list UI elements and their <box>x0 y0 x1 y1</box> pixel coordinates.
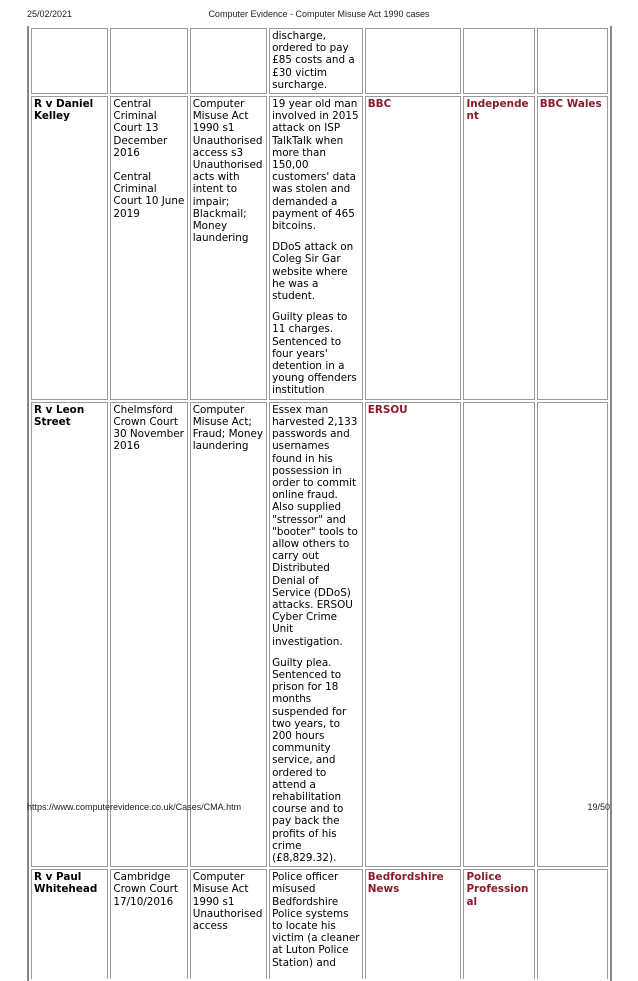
offence: Computer Misuse Act 1990 s1 Unauthorised access <box>190 869 267 979</box>
source-cell <box>537 869 608 979</box>
cases-table <box>27 26 612 981</box>
court-cell <box>110 402 187 868</box>
details-paragraph: Police officer misused Bedfordshire Police systems to locate his victim (a cleaner at Luton Police Station) and <box>272 871 360 969</box>
source-cell <box>463 28 534 94</box>
details-paragraph: Guilty pleas to 11 charges. Sentenced to four years' detention in a young offenders institution <box>272 311 357 397</box>
court-entry: Chelmsford Crown Court 30 November 2016 <box>113 403 184 453</box>
page-url[interactable]: https://www.computerevidence.co.uk/Cases/CMA.htm <box>27 802 242 812</box>
source-link-police-professional[interactable]: Police Professional <box>463 869 534 979</box>
source-link-bedfordshire-news[interactable]: Bedfordshire News <box>365 869 462 979</box>
details-cell <box>269 402 363 868</box>
source-cell <box>463 402 534 868</box>
source-link-bbc[interactable]: BBC <box>365 96 462 400</box>
source-link-independent[interactable]: Independent <box>463 96 534 400</box>
details-cell <box>269 96 363 400</box>
source-cell <box>365 28 462 94</box>
details-paragraph: discharge, ordered to pay £85 costs and a £30 victim surcharge. <box>272 30 355 91</box>
case-name: R v Leon Street <box>31 402 108 868</box>
details-paragraph: Essex man harvested 2,133 passwords and usernames found in his possession in order to commit online fraud. Also supplied "stressor" and "booter" tools to allow others to carry out Distributed Denial of Service (DDoS) attacks. ERSOU Cyber Crime Unit investigation. <box>272 403 358 648</box>
court-cell <box>110 96 187 400</box>
offence: Computer Misuse Act 1990 s1 Unauthorised access s3 Unauthorised acts with intent to impair; Blackmail; Money laundering <box>190 96 267 400</box>
source-link-ersou[interactable]: ERSOU <box>365 402 462 868</box>
table-row <box>31 96 608 400</box>
case-name-cell <box>31 28 108 94</box>
source-cell <box>537 28 608 94</box>
court-cell <box>110 28 187 94</box>
court-entry: Central Criminal Court 13 December 2016 <box>113 98 168 159</box>
details-paragraph: 19 year old man involved in 2015 attack on ISP TalkTalk when more than 150,00 customers' data was stolen and demanded a payment of 465 bitcoins. <box>272 98 359 233</box>
offence-cell <box>190 28 267 94</box>
page-number: 19/50 <box>587 802 610 812</box>
document-title: Computer Evidence - Computer Misuse Act 1990 cases <box>208 9 430 19</box>
details-paragraph: Guilty plea. Sentenced to prison for 18 months suspended for two years, to 200 hours community service, and ordered to attend a rehabilitation course and to pay back the profits of his crime (£8,829.32). <box>272 656 347 864</box>
case-name: R v Daniel Kelley <box>31 96 108 400</box>
court-entry: Cambridge Crown Court 17/10/2016 <box>113 871 178 908</box>
table-row <box>31 869 608 979</box>
print-date: 25/02/2021 <box>27 9 73 19</box>
court-entry: Central Criminal Court 10 June 2019 <box>113 171 185 220</box>
offence: Computer Misuse Act; Fraud; Money laundering <box>190 402 267 868</box>
table-row <box>31 28 608 94</box>
source-link-bbc-wales[interactable]: BBC Wales <box>537 96 608 400</box>
details-paragraph: DDoS attack on Coleg Sir Gar website where he was a student. <box>272 241 354 303</box>
details-cell <box>269 28 363 94</box>
case-name: R v Paul Whitehead <box>31 869 108 979</box>
table-row <box>31 402 608 868</box>
details-cell <box>269 869 363 979</box>
source-cell <box>537 402 608 868</box>
court-cell <box>110 869 187 979</box>
